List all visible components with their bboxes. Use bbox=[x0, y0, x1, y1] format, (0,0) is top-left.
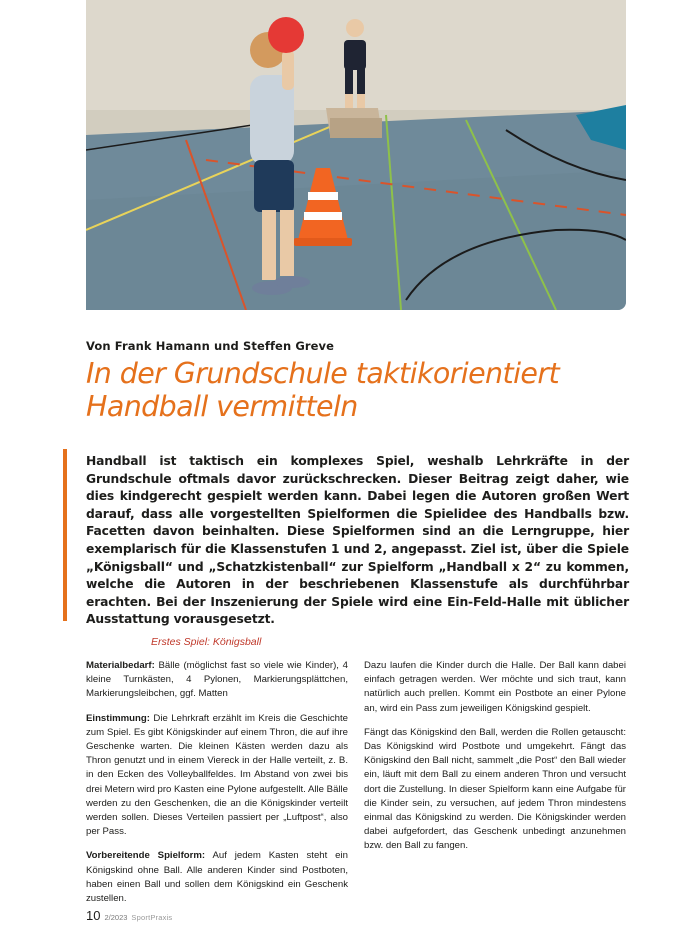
lead-paragraph: Handball ist taktisch ein komplexes Spiel, weshalb Lehrkräfte in der Grundschule oftmals davor zurückschrecken. Dieser Beitrag zeigt daher, wie dies kindgerecht gespielt werden kann. Dabei legen die Autoren großen Wert darauf, dass alle vorgestellten Spielformen die Spielidee des Handballs bzw. Facetten davon beinhalten. Diese Spielformen sind an die Lerngruppe, hier exemplarisch für die Klassenstufen 1 und 2, angepasst. Ziel ist, über die Spiele „Königsball“ und „Schatzkistenball“ zur Spielform „Handball x 2“ zu kommen, welche die Autoren in der beschriebenen Klassenstufe als durchführbar erachten. Bei der Inszenierung der Spiele wird eine Ein-Feld-Halle mit üblicher Ausstattung vorausgesetzt. bbox=[86, 454, 629, 627]
paragraph-intro bbox=[86, 712, 348, 840]
text-column-left bbox=[86, 659, 348, 916]
label-preparatory: Vorbereitende Spielform: bbox=[86, 850, 206, 862]
page-number: 10 bbox=[86, 908, 101, 923]
label-materials: Materialbedarf: bbox=[86, 660, 155, 671]
sports-hall-illustration bbox=[86, 0, 626, 310]
hero-photo bbox=[86, 0, 626, 310]
page-footer bbox=[86, 908, 172, 923]
headline bbox=[86, 357, 646, 423]
paragraph-materials bbox=[86, 659, 348, 702]
label-intro: Einstimmung: bbox=[86, 712, 150, 724]
headline-line-2: Handball vermitteln bbox=[86, 390, 358, 423]
paragraph-preparatory bbox=[86, 849, 348, 906]
text-materials: Bälle (möglichst fast so viele wie Kinder), 4 kleine Turnkästen, 4 Pylonen, Markierungsplättchen, Markierungsleibchen, ggf. Matten bbox=[86, 660, 348, 700]
magazine-name: SportPraxis bbox=[131, 913, 173, 922]
paragraph-right-1: Dazu laufen die Kinder durch die Halle. Der Ball kann dabei einfach getragen werden. Wer möchte und sich traut, kann natürlich auch prellen. Kommt ein Postbote an einer Pylone an, wird ein Pass zum jeweiligen Königskind gespielt. bbox=[364, 660, 626, 714]
headline-line-1: In der Grundschule taktikorientiert bbox=[86, 357, 560, 390]
text-intro: Die Lehrkraft erzählt im Kreis die Geschichte zum Spiel. Es gibt Königskinder auf einem Thron, die auf ihre Geschenke warten. Die kleinen Kästen werden dazu als Thron genutzt und in einem Viereck in der Halle verteilt, z. B. in den Ecken des Volleyballfeldes. Im Abstand von zwei bis drei Metern wird pro Kasten eine Pylone aufgestellt. Alle Bälle werden zu den Geschenken, die an die Königskinder verteilt werden sollen. Dieses Verteilen passiert per „Luftpost“, also per Pass. bbox=[86, 712, 348, 838]
text-preparatory: Auf jedem Kasten steht ein Königskind ohne Ball. Alle anderen Kinder sind Postboten, haben einen Ball und sollen dem Königskind ein Geschenk zustellen. bbox=[86, 850, 348, 905]
paragraph-right-2: Fängt das Königskind den Ball, werden die Rollen getauscht: Das Königskind wird Postbote und umgekehrt. Fängt das Königskind den Ball nicht, sammelt „die Post“ den Ball wieder ein, läuft mit dem Ball zu einem anderen Thron und versucht dort die Zustellung. In dieser Spielform kann eine Aufgabe für die Kinder sein, zu versuchen, auf jedem Thron mindestens einmal das Königskind zu werden. Die Königskinder werden dabei aufgefordert, das Geschenk unbedingt anzunehmen bzw. den Ball zu fangen. bbox=[364, 726, 626, 852]
text-column-right bbox=[364, 659, 626, 864]
section-subhead: Erstes Spiel: Königsball bbox=[151, 636, 262, 648]
byline: Von Frank Hamann und Steffen Greve bbox=[86, 339, 335, 353]
issue-number: 2/2023 bbox=[104, 913, 128, 922]
lead-accent-bar bbox=[63, 449, 67, 621]
